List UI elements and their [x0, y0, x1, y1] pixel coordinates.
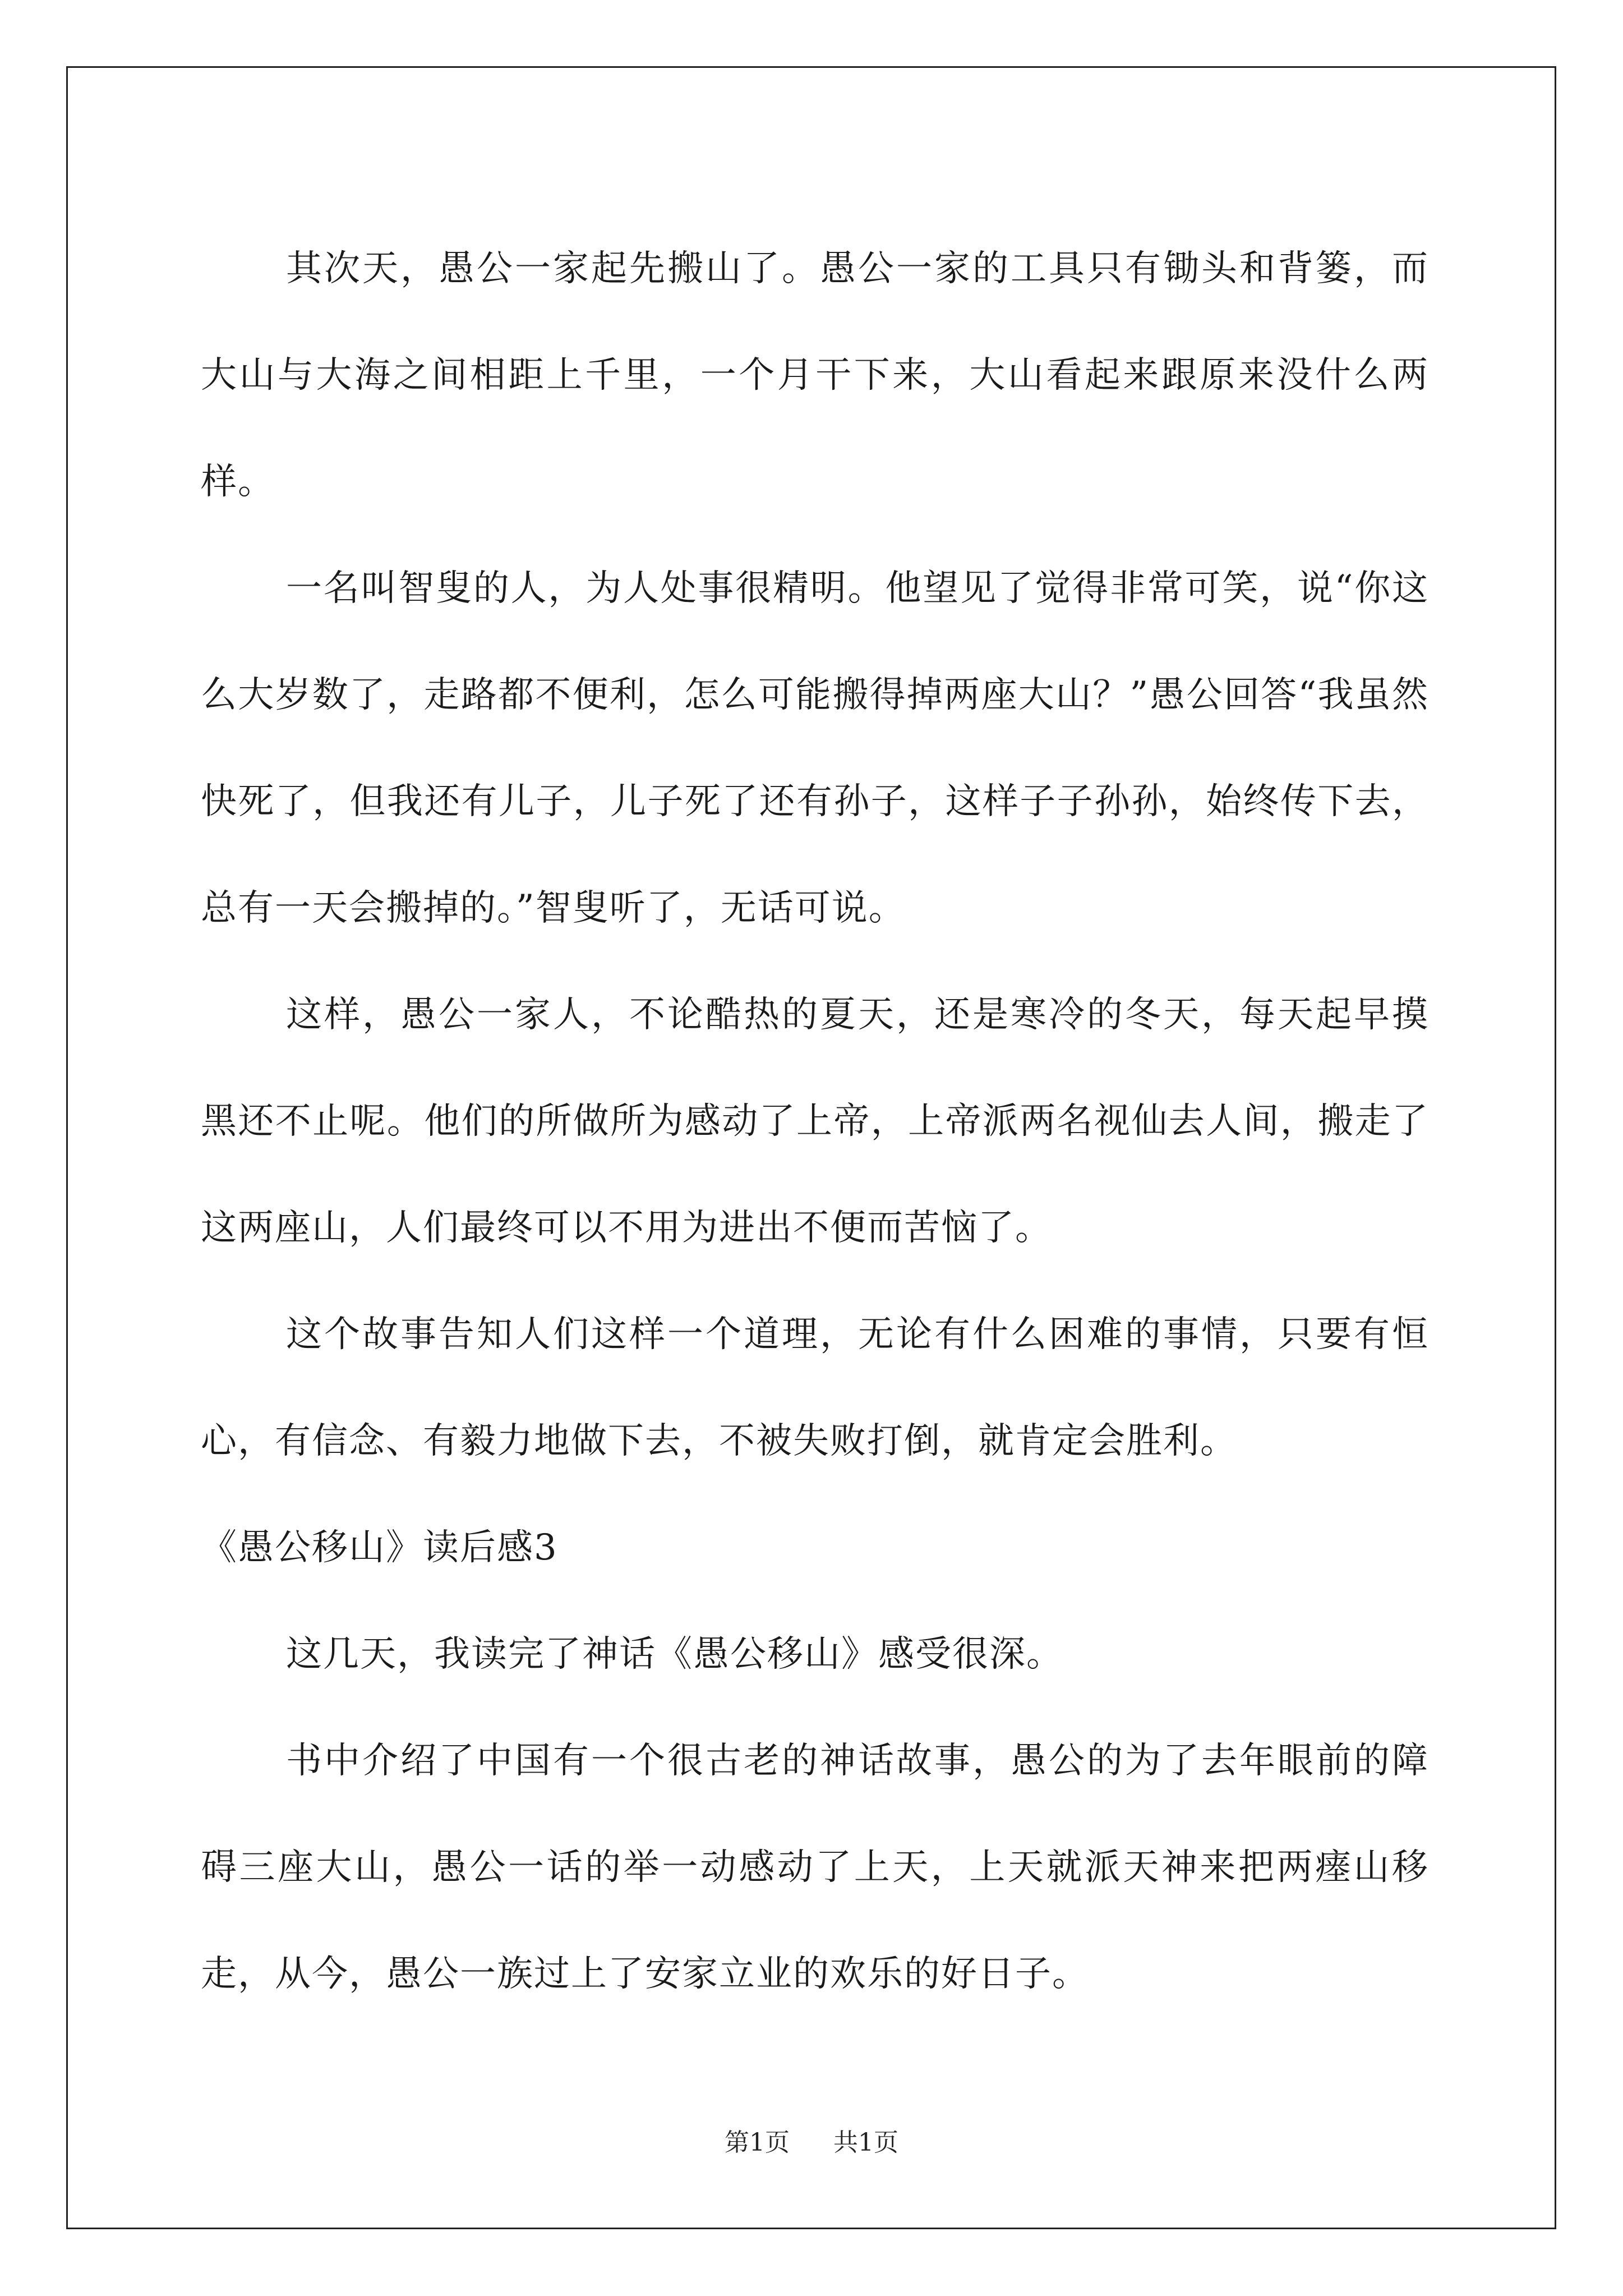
paragraph: 一名叫智叟的人，为人处事很精明。他望见了觉得非常可笑，说“你这么大岁数了，走路都不便利，怎么可能搬得掉两座大山？”愚公回答“我虽然快死了，但我还有儿子，儿子死了还有孙子，这样子子孙孙，始终传下去，总有一天会搬掉的。”智叟听了，无话可说。 — [201, 568, 1429, 929]
paragraph: 这样，愚公一家人，不论酷热的夏天，还是寒冷的冬天，每天起早摸黑还不止呢。他们的所做所为感动了上帝，上帝派两名视仙去人间，搬走了这两座山，人们最终可以不用为进出不便而苦恼了。 — [201, 994, 1429, 1249]
paragraph: 其次天，愚公一家起先搬山了。愚公一家的工具只有锄头和背篓，而大山与大海之间相距上千里，一个月干下来，大山看起来跟原来没什么两样。 — [201, 248, 1429, 503]
page-footer — [0, 2126, 1623, 2160]
page-number: 第1页 — [725, 2128, 790, 2157]
paragraph: 这几天，我读完了神话《愚公移山》感受很深。 — [286, 1634, 1063, 1675]
paragraph: 书中介绍了中国有一个很古老的神话故事，愚公的为了去年眼前的障碍三座大山，愚公一话的举一动感动了上天，上天就派天神来把两瘗山移走，从今，愚公一族过上了安家立业的欢乐的好日子。 — [201, 1740, 1429, 1995]
section-heading: 《愚公移山》读后感3 — [201, 1527, 558, 1568]
page-total: 共1页 — [833, 2128, 898, 2157]
paragraph: 这个故事告知人们这样一个道理，无论有什么困难的事情，只要有恒心，有信念、有毅力地做下去，不被失败打倒，就肯定会胜利。 — [201, 1314, 1429, 1462]
document-body — [201, 215, 1429, 2027]
